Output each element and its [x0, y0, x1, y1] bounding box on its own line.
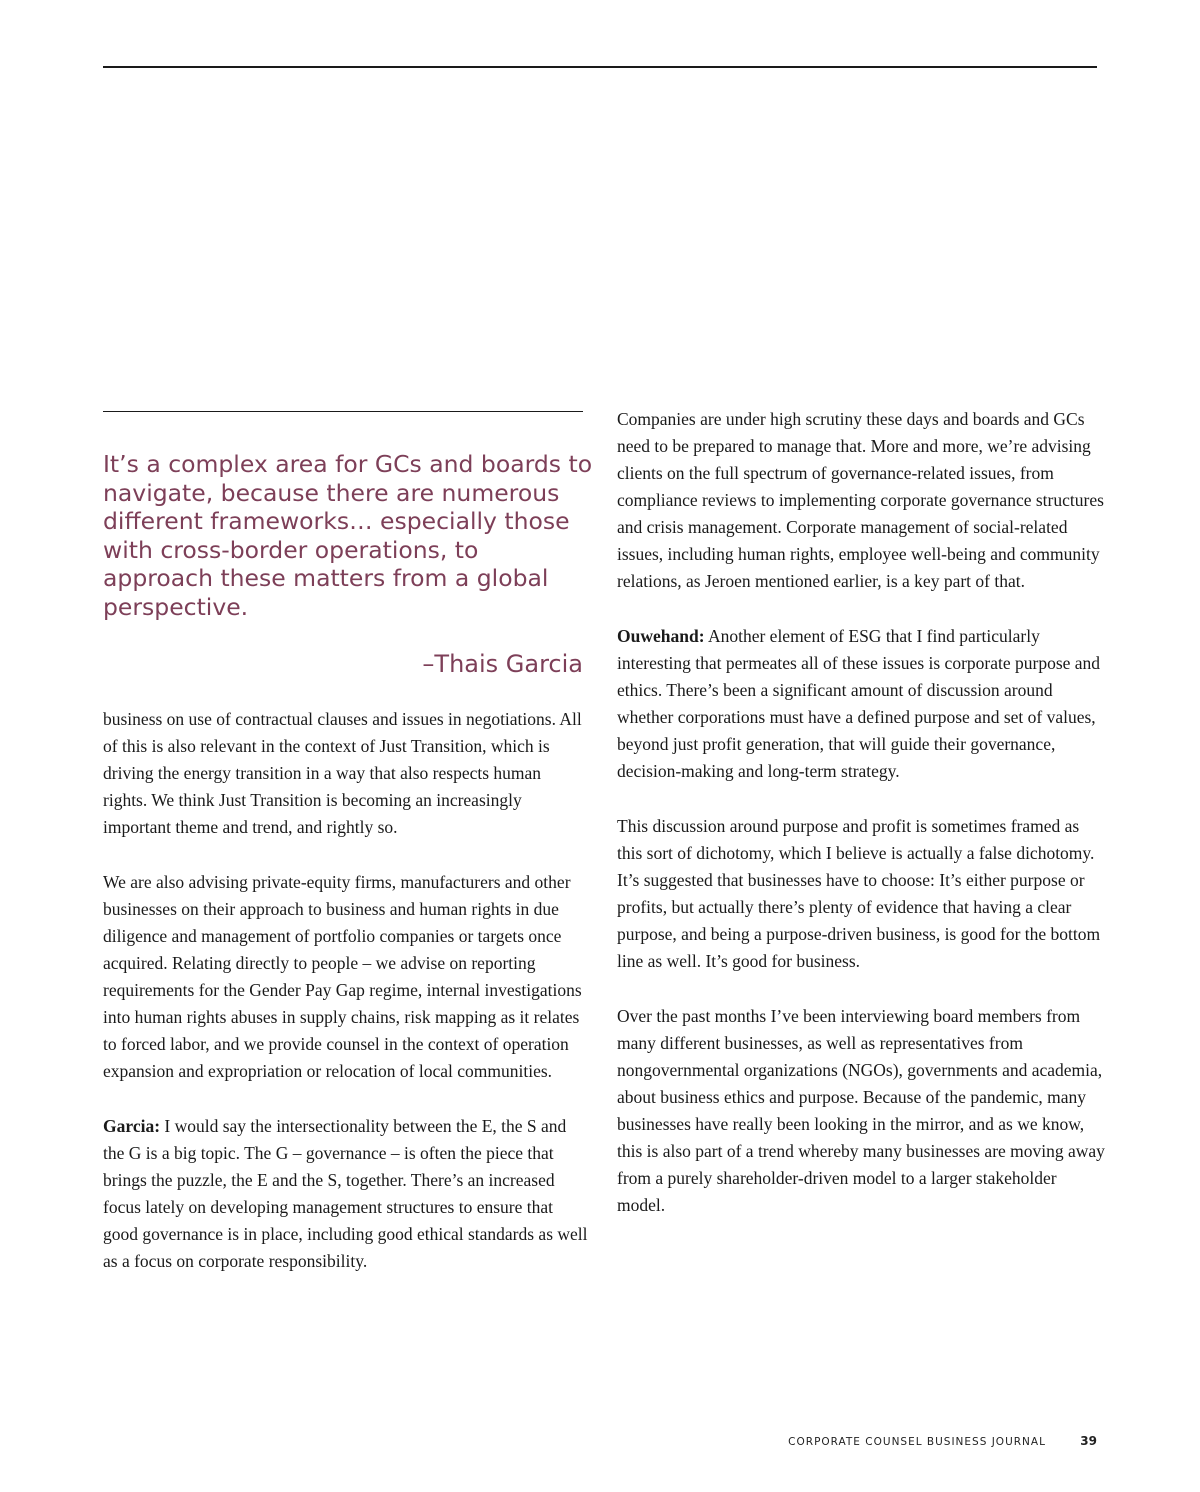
page-footer	[788, 1434, 1097, 1448]
paragraph-text: I would say the intersectionality between the E, the S and the G is a big topic. The G – governance – is often the piece that brings the puzzle, the E and the S, together. There’s an increased focus lately on developing management structures to ensure that good governance is in place, including good ethical standards as well as a focus on corporate responsibility.	[103, 1116, 588, 1271]
paragraph: This discussion around purpose and profit is sometimes framed as this sort of dichotomy, which I believe is actually a false dichotomy. It’s suggested that businesses have to choose: It’s either purpose or profits, but actually there’s plenty of evidence that having a clear purpose, and being a purpose-driven business, is good for the bottom line as well. It’s good for business.	[617, 816, 1101, 971]
paragraph: Companies are under high scrutiny these days and boards and GCs need to be prepared to manage that. More and more, we’re advising clients on the full spectrum of governance-related issues, from compliance reviews to implementing corporate governance structures and crisis management. Corporate management of social-related issues, including human rights, employee well-being and community relations, as Jeroen mentioned earlier, is a key part of that.	[617, 409, 1104, 591]
publication-name: CORPORATE COUNSEL BUSINESS JOURNAL	[788, 1436, 1046, 1448]
paragraph: business on use of contractual clauses and issues in negotiations. All of this is also relevant in the context of Just Transition, which is driving the energy transition in a way that also respects human rights. We think Just Transition is becoming an increasingly important theme and trend, and rightly so.	[103, 709, 582, 837]
left-column	[103, 706, 588, 1303]
pullquote-text: It’s a complex area for GCs and boards to navigate, because there are numerous different frameworks… especially those with cross-border operations, to approach these matters from a global perspective.	[103, 450, 593, 621]
speaker-name: Garcia:	[103, 1116, 161, 1136]
right-column	[617, 406, 1107, 1247]
paragraph-text: Another element of ESG that I find particularly interesting that permeates all of these issues is corporate purpose and ethics. There’s been a significant amount of discussion around whether corporations must have a defined purpose and set of values, beyond just profit generation, that will guide their governance, decision-making and long-term strategy.	[617, 626, 1101, 781]
paragraph	[617, 623, 1107, 785]
paragraph: We are also advising private-equity firms, manufacturers and other businesses on their approach to business and human rights in due diligence and management of portfolio companies or targets once acquired. Relating directly to people – we advise on reporting requirements for the Gender Pay Gap regime, internal investigations into human rights abuses in supply chains, risk mapping as it relates to forced labor, and we provide counsel in the context of operation expansion and expropriation or relocation of local communities.	[103, 872, 582, 1081]
page-number: 39	[1080, 1434, 1097, 1448]
top-rule	[103, 66, 1097, 68]
pullquote-attribution: –Thais Garcia	[422, 650, 583, 678]
speaker-name: Ouwehand:	[617, 626, 705, 646]
pullquote-rule	[103, 411, 583, 412]
paragraph	[103, 1113, 588, 1275]
paragraph: Over the past months I’ve been interviewing board members from many different businesses, as well as representatives from nongovernmental organizations (NGOs), governments and academia, about business ethics and purpose. Because of the pandemic, many businesses have really been looking in the mirror, and as we know, this is also part of a trend whereby many businesses are moving away from a purely shareholder-driven model to a larger stakeholder model.	[617, 1006, 1105, 1215]
